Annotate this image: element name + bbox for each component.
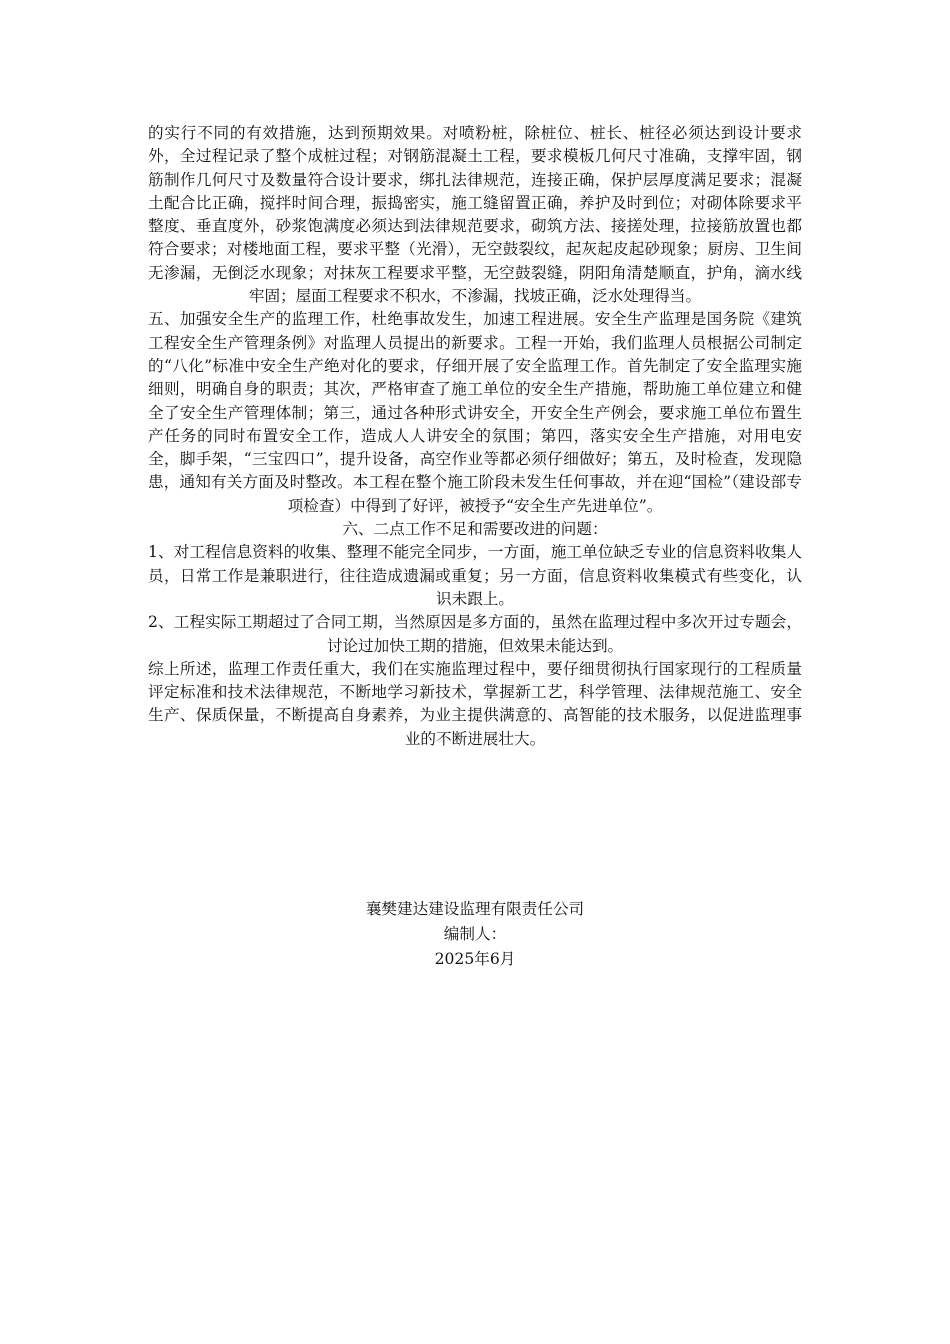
paragraph-shortcoming-2: 2、工程实际工期超过了合同工期，当然原因是多方面的，虽然在监理过程中多次开过专题会，讨论过加快工期的措施，但效果未能达到。 [148, 613, 802, 655]
paragraph-quality-measures: 的实行不同的有效措施，达到预期效果。对喷粉桩，除桩位、桩长、桩径必须达到设计要求外，全过程记录了整个成桩过程；对钢筋混凝土工程，要求模板几何尺寸准确，支撑牢固，钢筋制作几何尺寸及数量符合设计要求，绑扎法律规范，连接正确，保护层厚度满足要求；混凝土配合比正确，搅拌时间合理，振捣密实，施工缝留置正确，养护及时到位；对砌体除要求平整度、垂直度外，砂浆饱满度必须达到法律规范要求，砌筑方法、接搓处理，拉接筋放置也都符合要求；对楼地面工程，要求平整（光滑），无空鼓裂纹，起灰起皮起砂现象；厨房、卫生间无渗漏，无倒泛水现象；对抹灰工程要求平整，无空鼓裂缝，阴阳角清楚顺直，护角，滴水线牢固；屋面工程要求不积水，不渗漏，找坡正确，泛水处理得当。 [148, 124, 802, 306]
signature-block [148, 897, 802, 972]
company-name: 襄樊建达建设监理有限责任公司 [365, 900, 585, 918]
paragraph-safety-supervision: 五、加强安全生产的监理工作，杜绝事故发生，加速工程进展。安全生产监理是国务院《建筑工程安全生产管理条例》对监理人员提出的新要求。工程一开始，我们监理人员根据公司制定的“八化”标准中安全生产绝对化的要求，仔细开展了安全监理工作。首先制定了安全监理实施细则，明确自身的职责；其次，严格审查了施工单位的安全生产措施，帮助施工单位建立和健全了安全生产管理体制；第三，通过各种形式讲安全，开安全生产例会，要求施工单位布置生产任务的同时布置安全工作，造成人人讲安全的氛围；第四，落实安全生产措施，对用电安全，脚手架，“三宝四口”，提升设备，高空作业等都必须仔细做好；第五，及时检查，发现隐患，通知有关方面及时整改。本工程在整个施工阶段未发生任何事故，并在迎“国检”（建设部专项检查）中得到了好评，被授予“安全生产先进单位”。 [148, 310, 802, 515]
document-date: 2025年6月 [434, 950, 516, 968]
paragraph-shortcoming-1: 1、对工程信息资料的收集、整理不能完全同步，一方面，施工单位缺乏专业的信息资料收集人员，日常工作是兼职进行，往往造成遗漏或重复；另一方面，信息资料收集模式有些变化，认识未跟上。 [148, 543, 802, 608]
document-body [148, 122, 802, 751]
paragraph-conclusion: 综上所述，监理工作责任重大，我们在实施监理过程中，要仔细贯彻执行国家现行的工程质量评定标准和技术法律规范，不断地学习新技术，掌握新工艺，科学管理、法律规范施工、安全生产、保质保量，不断提高自身素养，为业主提供满意的、高智能的技术服务，以促进监理事业的不断进展壮大。 [148, 659, 802, 748]
editor-label: 编制人： [443, 925, 507, 943]
section-heading-shortcomings: 六、二点工作不足和需要改进的问题： [342, 520, 608, 539]
